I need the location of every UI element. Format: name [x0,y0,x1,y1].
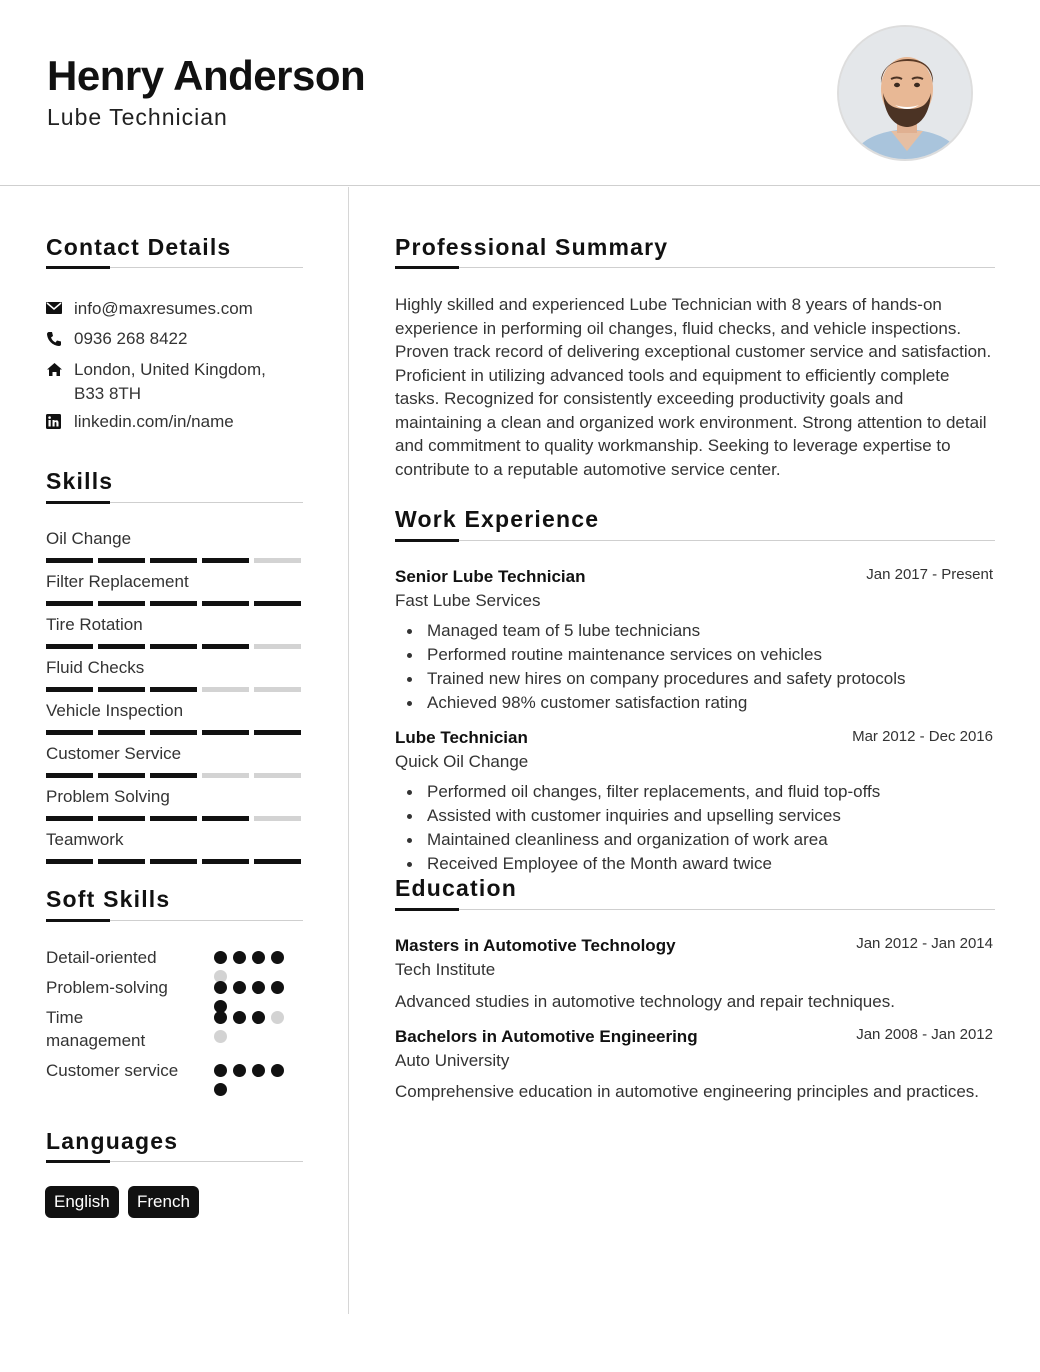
address-line-1: London, United Kingdom, [74,360,266,379]
edu-dates: Jan 2012 - Jan 2014 [856,935,993,952]
rating-dot [214,1083,227,1096]
rating-dot [252,1011,265,1024]
profile-photo [837,25,973,161]
skill-level-segment [254,859,301,864]
skill-level-segment [202,687,249,692]
candidate-title: Lube Technician [47,104,228,130]
skill-level-segment [254,644,301,649]
job-bullets [427,619,905,715]
job-company: Quick Oil Change [395,752,529,771]
skill-level-segment [202,644,249,649]
skill-level-segment [202,773,249,778]
skill-level-segment [46,558,93,563]
skill-level-segment [254,773,301,778]
home-icon [46,358,74,377]
soft-skills-heading: Soft Skills [46,886,171,912]
skill-level-segment [254,558,301,563]
soft-skills-heading-accent [46,919,110,922]
skill-level-bar [46,773,301,778]
skill-level-segment [254,601,301,606]
rating-dot [252,951,265,964]
linkedin-icon [46,412,74,429]
phone-icon [46,329,74,347]
skill-level-segment [46,601,93,606]
experience-heading-rule [395,540,995,541]
phone-text: 0936 268 8422 [74,329,188,348]
job-bullet: Performed routine maintenance services on vehicles [427,643,905,667]
skill-level-segment [254,816,301,821]
experience-heading-accent [395,539,459,542]
summary-heading-rule [395,267,995,268]
skill-level-segment [46,773,93,778]
job-bullet: Managed team of 5 lube technicians [427,619,905,643]
skills-heading-accent [46,501,110,504]
skill-name: Fluid Checks [46,658,145,677]
skill-level-segment [202,730,249,735]
job-bullet: Assisted with customer inquiries and upselling services [427,804,880,828]
avatar-portrait [839,27,973,161]
summary-heading-accent [395,266,459,269]
skill-level-segment [98,730,145,735]
rating-dot [233,951,246,964]
skill-name: Tire Rotation [46,615,143,634]
soft-skill-name: Detail-oriented [46,948,157,967]
resume-header [0,0,1040,186]
skill-level-segment [98,644,145,649]
language-badge: English [45,1186,119,1218]
skills-heading: Skills [46,468,114,494]
rating-dot [233,1064,246,1077]
skill-level-segment [150,730,197,735]
summary-heading: Professional Summary [395,234,669,260]
email-text: info@maxresumes.com [74,299,253,318]
edu-school: Tech Institute [395,960,496,979]
edu-description: Comprehensive education in automotive engineering principles and practices. [395,1082,980,1101]
rating-dot [252,1064,265,1077]
soft-skill-rating [214,1064,294,1096]
soft-skill-rating [214,981,294,1013]
job-bullet: Maintained cleanliness and organization of work area [427,828,880,852]
skill-level-bar [46,730,301,735]
skill-level-segment [98,558,145,563]
skill-level-segment [46,859,93,864]
skill-name: Problem Solving [46,787,170,806]
job-bullet: Received Employee of the Month award twice [427,852,880,876]
envelope-icon [46,299,74,315]
skill-level-segment [150,687,197,692]
edu-degree: Bachelors in Automotive Engineering [395,1027,698,1046]
edu-description: Advanced studies in automotive technology and repair techniques. [395,992,895,1011]
contact-heading: Contact Details [46,234,232,260]
job-role: Lube Technician [395,728,528,747]
skill-level-segment [46,644,93,649]
education-heading: Education [395,875,517,901]
skill-level-segment [98,687,145,692]
soft-skill-name: Problem-solving [46,978,168,997]
job-bullet: Performed oil changes, filter replacements, and fluid top-offs [427,780,880,804]
skill-level-segment [254,687,301,692]
skill-level-segment [150,558,197,563]
job-dates: Jan 2017 - Present [866,566,993,583]
skill-level-bar [46,558,301,563]
candidate-name: Henry Anderson [47,52,366,99]
rating-dot [252,981,265,994]
rating-dot [214,951,227,964]
skill-level-segment [98,816,145,821]
language-badge: French [128,1186,199,1218]
skill-level-segment [202,816,249,821]
skill-level-bar [46,816,301,821]
experience-heading: Work Experience [395,506,600,532]
contact-email[interactable] [46,299,253,319]
skill-level-bar [46,644,301,649]
skill-level-segment [150,859,197,864]
column-divider [348,187,349,1314]
soft-skill-name: Customer service [46,1061,179,1080]
skill-level-segment [46,730,93,735]
languages-heading: Languages [46,1128,179,1154]
skill-level-segment [98,601,145,606]
skill-level-segment [202,601,249,606]
skill-level-bar [46,859,301,864]
education-heading-accent [395,908,459,911]
skill-level-segment [98,773,145,778]
skill-level-segment [150,773,197,778]
rating-dot [271,1064,284,1077]
contact-linkedin[interactable] [46,412,234,432]
address-line-2: B33 8TH [74,384,142,403]
education-heading-rule [395,909,995,910]
job-bullet: Trained new hires on company procedures and safety protocols [427,667,905,691]
rating-dot [271,981,284,994]
edu-degree: Masters in Automotive Technology [395,936,676,955]
rating-dot [214,981,227,994]
edu-school: Auto University [395,1051,510,1070]
skill-level-segment [202,859,249,864]
soft-skill-rating [214,1011,294,1043]
summary-text: Highly skilled and experienced Lube Technician with 8 years of hands-on experience in performing oil changes, fluid checks, and vehicle inspections. Proven track record of delivering exceptional customer service and satisfaction. Proficient in utilizing advanced tools and equipment to efficiently complete tasks. Recognized for consistently exceeding productivity goals and maintaining a clean and organized work environment. Strong attention to detail and commitment to quality workmanship. Seeking to leverage expertise to contribute to a reputable automotive service center. [395,295,992,479]
soft-skill-rating [214,951,294,983]
languages-heading-accent [46,1160,110,1163]
rating-dot [271,1011,284,1024]
skill-level-segment [150,644,197,649]
job-bullet: Achieved 98% customer satisfaction rating [427,691,905,715]
edu-dates: Jan 2008 - Jan 2012 [856,1026,993,1043]
skill-name: Customer Service [46,744,182,763]
linkedin-text: linkedin.com/in/name [74,412,234,431]
contact-phone[interactable] [46,329,187,349]
rating-dot [214,1064,227,1077]
rating-dot [271,951,284,964]
skill-level-segment [98,859,145,864]
rating-dot [233,1011,246,1024]
soft-skill-name: Time management [46,1008,146,1050]
rating-dot [214,1011,227,1024]
skill-level-bar [46,601,301,606]
skill-level-segment [46,816,93,821]
skill-level-bar [46,687,301,692]
job-dates: Mar 2012 - Dec 2016 [852,728,993,745]
skill-level-segment [46,687,93,692]
skill-name: Filter Replacement [46,572,189,591]
skill-level-segment [150,816,197,821]
job-company: Fast Lube Services [395,591,541,610]
skill-name: Teamwork [46,830,124,849]
job-bullets [427,780,880,876]
rating-dot [214,1030,227,1043]
skill-name: Oil Change [46,529,132,548]
contact-address [46,358,266,406]
skill-level-segment [150,601,197,606]
contact-heading-accent [46,266,110,269]
rating-dot [233,981,246,994]
skill-name: Vehicle Inspection [46,701,184,720]
skill-level-segment [254,730,301,735]
job-role: Senior Lube Technician [395,567,586,586]
skill-level-segment [202,558,249,563]
